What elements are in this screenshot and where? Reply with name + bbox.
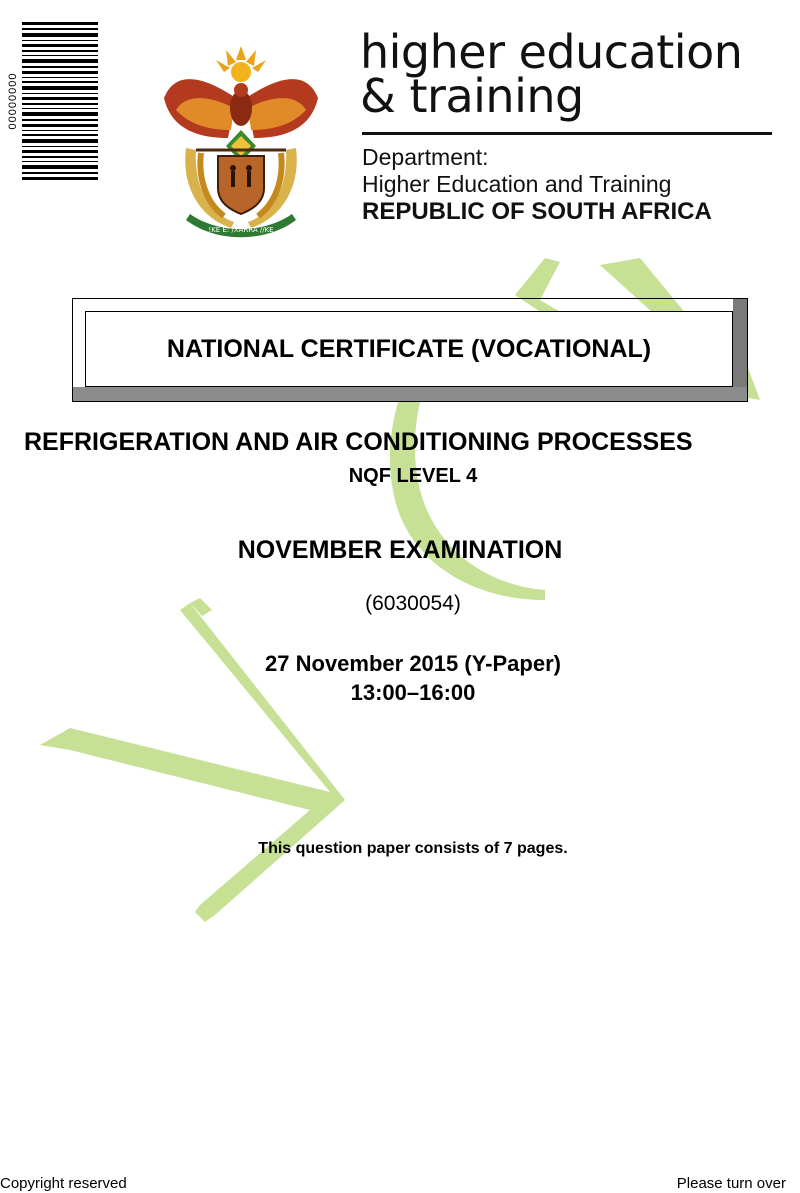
- banner-bevel-bottom: [73, 387, 747, 401]
- coat-of-arms-icon: [156, 38, 326, 243]
- barcode: [22, 22, 98, 182]
- barcode-number: 00000000: [7, 72, 19, 130]
- banner-bevel-right: [733, 299, 747, 401]
- certificate-banner: [72, 298, 748, 402]
- subject-title: REFRIGERATION AND AIR CONDITIONING PROCESSES: [24, 428, 693, 456]
- certificate-title: NATIONAL CERTIFICATE (VOCATIONAL): [85, 311, 733, 387]
- department-label: Department:: [362, 144, 489, 170]
- footer-copyright: Copyright reserved: [0, 1175, 127, 1192]
- department-wordmark: [360, 25, 780, 123]
- exam-date: 27 November 2015 (Y-Paper): [265, 651, 561, 676]
- nqf-level: NQF LEVEL 4: [348, 465, 478, 487]
- department-name: Higher Education and Training: [362, 171, 672, 197]
- paper-code: (6030054): [365, 592, 461, 615]
- svg-text:!KE E: /XARRA //KE: !KE E: /XARRA //KE: [208, 226, 274, 234]
- country-name: REPUBLIC OF SOUTH AFRICA: [362, 198, 712, 225]
- wordmark-line-2: & training: [360, 69, 584, 123]
- wordmark-line-1: higher education: [360, 25, 743, 79]
- exam-time: 13:00–16:00: [350, 680, 476, 705]
- page-count-note: This question paper consists of 7 pages.: [258, 840, 568, 857]
- exam-title: NOVEMBER EXAMINATION: [237, 536, 563, 564]
- department-subtitle: [362, 144, 792, 225]
- wordmark-divider: [362, 132, 772, 135]
- footer-turn-over: Please turn over: [676, 1175, 786, 1192]
